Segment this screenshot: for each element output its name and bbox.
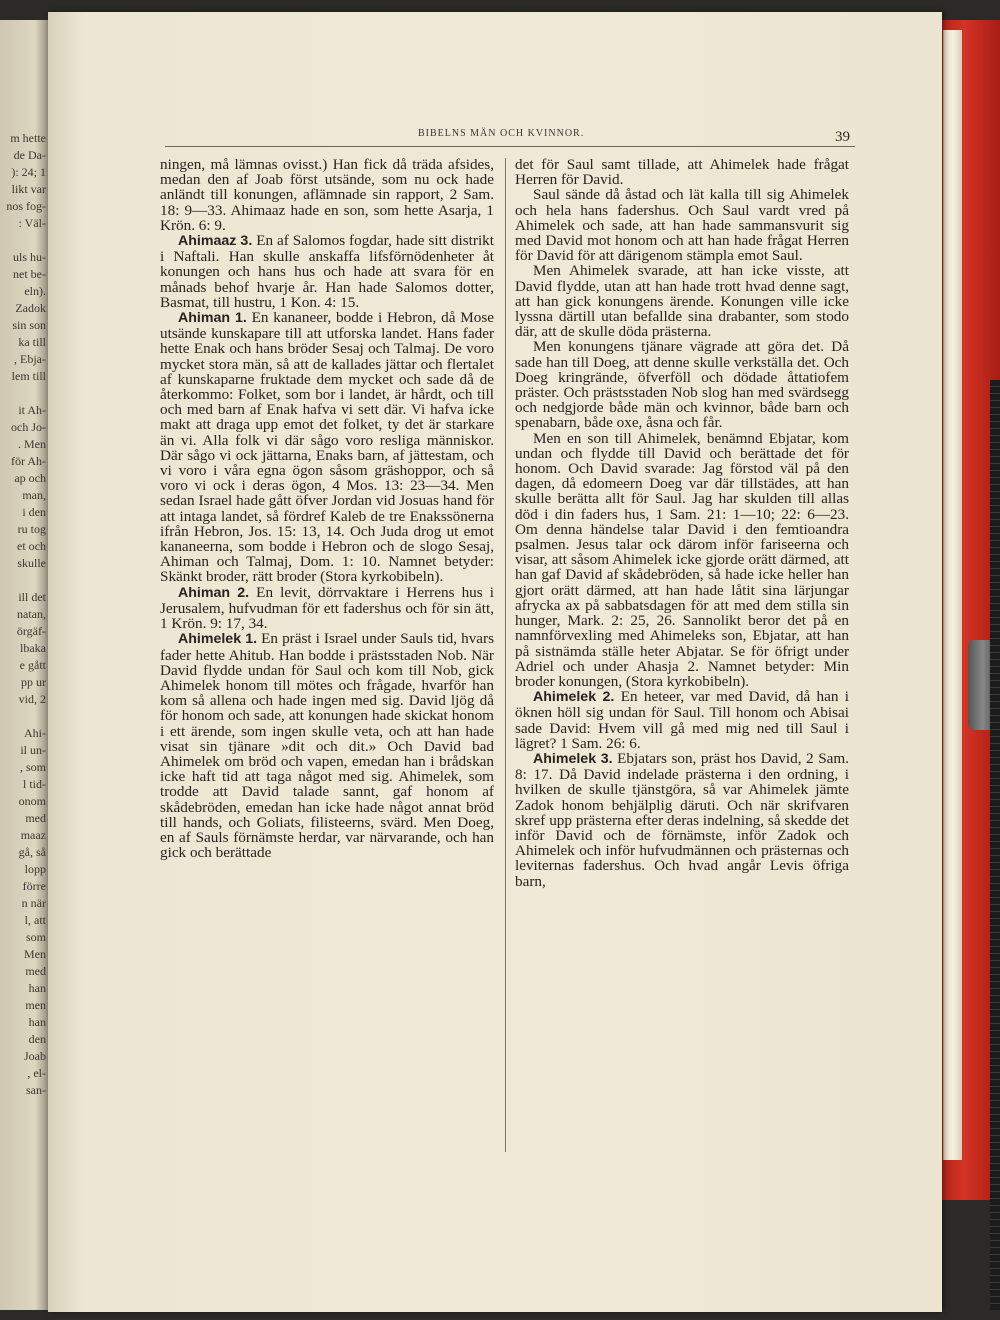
- left-page-fragment: örgäf-: [16, 624, 46, 638]
- entry-ahiman-2: [160, 585, 494, 632]
- left-page-fragment: med: [25, 964, 46, 978]
- left-page-fragment: l tid-: [23, 777, 46, 791]
- ruler-strip: [990, 380, 1000, 1310]
- left-page-fragment: it Ah-: [18, 403, 46, 417]
- left-page-fragment: man,: [22, 488, 46, 502]
- left-page-fragment: förre: [22, 879, 46, 893]
- left-page-fragment: vid, 2: [18, 692, 46, 706]
- left-page-fragment: Ahi-: [24, 726, 46, 740]
- entry-heading: Ahimaaz 3.: [178, 233, 253, 250]
- left-page-fragment: som: [25, 930, 46, 944]
- left-page-fragment: maaz: [20, 828, 46, 842]
- left-page-fragment: [2, 708, 46, 725]
- left-page-fragment: . Men: [18, 437, 46, 451]
- left-page-fragment: gå, så: [18, 845, 46, 859]
- left-page-fragment: nos fog-: [6, 199, 46, 213]
- left-page-fragment: uls hu-: [13, 250, 46, 264]
- header-rule: [165, 146, 855, 147]
- left-page-fragment: onom: [18, 794, 46, 808]
- left-page-fragment: för Ah-: [11, 454, 46, 468]
- left-page-fragment: och Jo-: [11, 420, 46, 434]
- left-page-fragment: ru tog: [17, 522, 46, 536]
- left-page-fragment: men: [25, 998, 46, 1012]
- entry-heading: Ahimelek 2.: [533, 689, 615, 706]
- entry-text: Ebjatars son, präst hos David, 2 Sam. 8: 17. Då David indelade prästerna i den ordning, i hvilken de skulle tjänstgöra, så var Ahimelek jämte Zadok honom behjälplig däruti. Och när skrifvaren skref upp prästerna efter deras indelning, så skedde det inför David och de förnämste, inför Zadok och Ahimelek och inför hufvudmännen och prästernas och leviternas fadershus. Och hvad angår Levis öfriga barn,: [515, 749, 849, 890]
- paragraph: [160, 157, 494, 233]
- entry-text: En heteer, var med David, då han i öknen höll sig undan för Saul. Till honom och Abisai sade David: Hvem vill gå med mig ned till Saul i lägret? 1 Sam. 26: 6.: [515, 688, 849, 752]
- entry-text: ningen, må lämnas ovisst.) Han fick då träda afsides, medan den af Joab först utsände, som nu ock hade anländt till konungen, aflämnade sin rapport, 2 Sam. 18: 9—33. Ahimaaz hade en son, som hette Asarja, 1 Krön. 6: 9.: [160, 156, 494, 234]
- entry-text: Men Ahimelek svarade, att han icke visste, att David flydde, utan att han hade trott hvad denne sagt, att han gick konungens ärende. Konungen ville icke lyssna därtill utan befallde sina drabanter, som stodo där, att de skulle döda prästerna.: [515, 262, 849, 341]
- left-page-fragment: lem till: [11, 369, 46, 383]
- left-page-fragment: ill det: [18, 590, 46, 604]
- left-page-fragment: han: [28, 1015, 46, 1029]
- left-page-fragments: [2, 130, 46, 1099]
- left-page-fragment: skulle: [17, 556, 46, 570]
- left-page-fragment: e gått: [19, 658, 46, 672]
- paragraph: [515, 339, 849, 430]
- left-page-fragment: sin son: [12, 318, 46, 332]
- left-page-fragment: natan,: [17, 607, 46, 621]
- entry-text: En kananeer, bodde i Hebron, då Mose utsände kunskapare till att utforska landet. Hans fader hette Enak och hans bröder Sesaj och Talmaj. De voro mycket stora män, så att de kallades jättar och flertalet af kunskaparne fruktade dem mycket och sade då de återkommo: Folket, som bor i landet, är hårdt, och till och med barn af Enak hafva vi sett där. Vi hafva icke makt att draga upp emot det folket, ty det är starkare än vi. Alla folk vi där sågo voro resliga människor. Där sågo vi ock jättarna, Enaks barn, af jättestam, och vi voro i våra egna ögon såsom gräshoppor, och så voro vi ock i deras ögon, 4 Mos. 13: 23—34. Men sedan Israel hade gått öfver Jordan vid Josuas hand för att intaga landet, så fördref Kaleb de tre Enakssönerna ifrån Hebron, Jos. 15: 13, 14. Och Juda drog ut emot kananeerna, som bodde i Hebron och de slogo Sesaj, Ahiman och Talmaj, Dom. 1: 10. Namnet betyder: Skänkt broder, rätt broder (Stora kyrkobibeln).: [160, 309, 494, 586]
- left-page-fragment: lopp: [24, 862, 46, 876]
- left-page-fragment: Zadok: [15, 301, 46, 315]
- entry-text: En levit, dörrvaktare i Herrens hus i Jerusalem, hufvudman för ett fadershus och för sin ätt, 1 Krön. 9: 17, 34.: [160, 583, 494, 633]
- left-page-fragment: [2, 572, 46, 589]
- entry-ahimelek-3: [515, 751, 849, 889]
- entry-text: Saul sände då åstad och lät kalla till sig Ahimelek och hela hans fadershus. Och Saul vardt vred på Ahimelek och sade, att han hade sammansvurit sig med David mot honom och att han hade frågat Herren för David för att därigenom stämpla emot Saul.: [515, 186, 849, 265]
- left-page-fragment: han: [28, 981, 46, 995]
- entry-text: det för Saul samt tillade, att Ahimelek hade frågat Herren för David.: [515, 156, 849, 189]
- entry-text: En af Salomos fogdar, hade sitt distrikt i Naftali. Han skulle anskaffa lifsförnödenheter åt konungen och hans hus och hade att svara för en månads behof hvarje år. Han hade Salomos dotter, Basmat, till hustru, 1 Kon. 4: 15.: [160, 232, 494, 311]
- entry-heading: Ahiman 2.: [178, 584, 250, 601]
- left-page-fragment: ka till: [18, 335, 46, 349]
- entry-ahiman-1: [160, 310, 494, 585]
- left-page-fragment: , Ebja-: [14, 352, 46, 366]
- left-page-fragment: il un-: [20, 743, 46, 757]
- left-page-fragment: et och: [17, 539, 46, 553]
- left-page-fragment: lbaka: [20, 641, 46, 655]
- left-page-fragment: ap och: [14, 471, 46, 485]
- column-divider: [505, 158, 506, 1152]
- left-page-fragment: eln).: [24, 284, 46, 298]
- left-page-fragment: i den: [22, 505, 46, 519]
- entry-heading: Ahimelek 3.: [533, 750, 613, 767]
- entry-text: Men konungens tjänare vägrade att göra det. Då sade han till Doeg, att denne skulle verkställa det. Och Doeg kringrände, öfverföll och dödade åttatiofem präster. Och prästsstaden Nob slog han med svärdsegg och nedgjorde både män och kvinnor, både barn och spenabarn, både oxe, åsna och får.: [515, 338, 849, 432]
- paragraph: [515, 263, 849, 339]
- book-page: [48, 12, 942, 1312]
- left-page-fragment: de Da-: [13, 148, 46, 162]
- entry-ahimelek-1: [160, 631, 494, 860]
- paragraph: [515, 431, 849, 689]
- entry-text: En präst i Israel under Sauls tid, hvars fader hette Ahitub. Han bodde i prästsstaden Nob. När David flydde undan för Saul och kom till Nob, gick Ahimelek honom till mötes och frågade, hvarför han kom så allena och hade ingen med sig. David ljög då för honom och sade, att konungen hade skickat honom i ett ärende, som ingen skulle veta, och att han hade visat sin tjänare »dit och dit.» Och David bad Ahimelek om bröd och vapen, emedan han i brådskan icke haft tid att taga något med sig. Ahimelek, som trodde att David talade sannt, gaf honom af skådebröden, emedan han icke hade något annat bröd till hands, och Goliats, filisteerns, svärd. Men Doeg, en af Sauls förnämste herdar, var närvarande, och han gick och berättade: [160, 630, 494, 862]
- left-page-fragment: [2, 385, 46, 402]
- left-page-fragment: , el-: [27, 1066, 46, 1080]
- left-page-fragment: med: [25, 811, 46, 825]
- left-page-fragment: san-: [26, 1083, 46, 1097]
- right-column: [515, 157, 849, 889]
- left-page-fragment: ): 24; 1: [11, 165, 46, 179]
- left-column: [160, 157, 494, 860]
- left-page-fragment: [2, 232, 46, 249]
- page-stack-edge: [943, 30, 962, 1160]
- left-page-fragment: : Väl-: [18, 216, 46, 230]
- left-page-fragment: Men: [24, 947, 46, 961]
- left-page-fragment: likt var: [11, 182, 46, 196]
- entry-text: Men en son till Ahimelek, benämnd Ebjatar, kom undan och flydde till David och berättade det för honom. Och David svarade: Jag förstod väl på den dagen, då edomeern Doeg var där tillstädes, att han skulle berätta allt för Saul. Jag har skulden till allas död i din faders hus, 1 Sam. 21: 1—10; 22: 6—23. Om denna händelse talar David i den femtioandra psalmen. Jesus talar ock därom inför fariseerna och visar, att såsom Ahimelek icke gjorde orätt därmed, att han gaf David af skådebröden, så hade icke heller han gjort orätt därmed, att han hade låtit sina lärjungar afrycka ax på sabbatsdagen för att med dem stilla sin hunger, Mark. 2: 25, 26. Sannolikt beror det på en namnförvexling med Ahimeleks son, Ebjatar, att han på sistnämda ställe heter Abjatar. Se för öfrigt under Adriel och under Ahasja 2. Namnet betyder: Min broder konungen, (Stora kyrkobibeln).: [515, 429, 849, 690]
- left-page-fragment: den: [28, 1032, 46, 1046]
- page-number: 39: [835, 129, 850, 145]
- left-page-fragment: l, att: [24, 913, 46, 927]
- left-page-fragment: m hette: [10, 131, 46, 145]
- paragraph: [515, 187, 849, 263]
- entry-ahimelek-2: [515, 689, 849, 751]
- paragraph: [515, 157, 849, 187]
- left-page-fragment: pp ur: [21, 675, 46, 689]
- left-page-fragment: n när: [21, 896, 46, 910]
- left-page-fragment: , som: [19, 760, 46, 774]
- entry-heading: Ahimelek 1.: [178, 631, 258, 648]
- running-head: BIBELNS MÄN OCH KVINNOR.: [418, 128, 585, 139]
- left-page-fragment: net be-: [13, 267, 46, 281]
- left-page-edge: [0, 20, 50, 1310]
- left-page-fragment: Joab: [24, 1049, 46, 1063]
- entry-ahimaaz-3: [160, 233, 494, 310]
- entry-heading: Ahiman 1.: [178, 310, 247, 327]
